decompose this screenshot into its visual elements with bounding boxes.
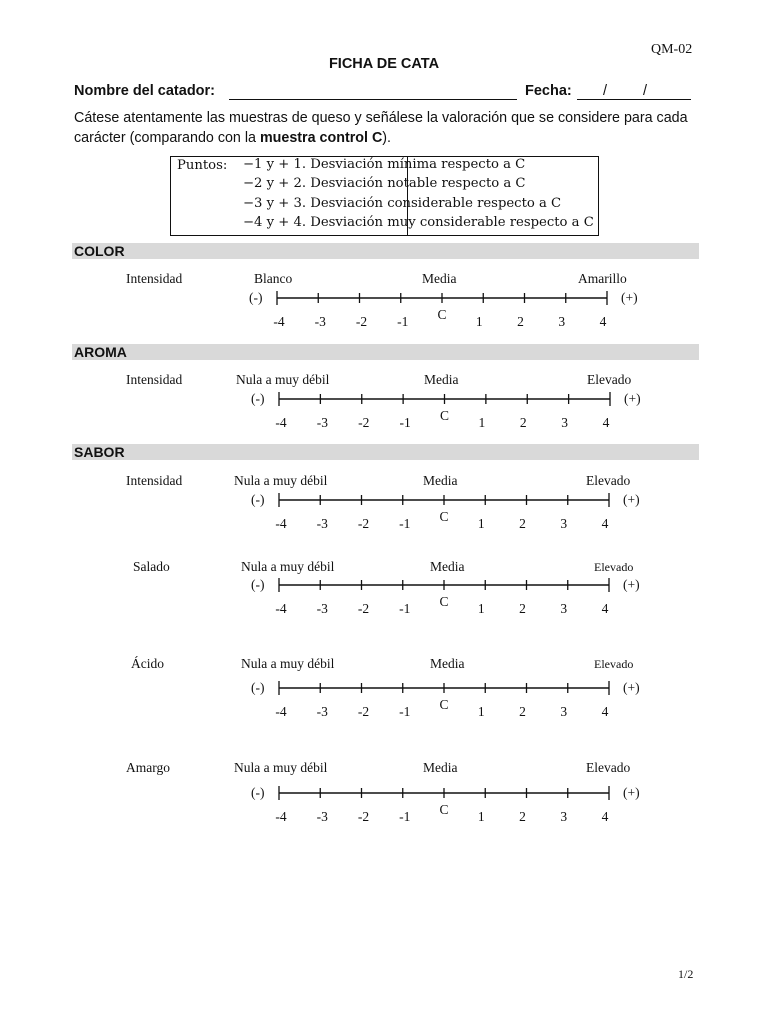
scale-tick-label: 2 (517, 314, 524, 329)
scale-tick-label: 3 (560, 704, 568, 719)
date-label: Fecha: (525, 83, 572, 99)
scale-mid-label: Media (422, 271, 457, 286)
scale-tick-label: -2 (357, 516, 370, 531)
scale-tick-label: 2 (519, 809, 526, 824)
scale-tick-label: -4 (275, 704, 287, 719)
scale-minus-sign: (-) (251, 680, 265, 695)
scale-minus-sign: (-) (251, 785, 265, 800)
scale-tick-label: 3 (561, 415, 568, 430)
scale-tick-label: 3 (560, 601, 568, 616)
scale-tick-label: 3 (560, 516, 568, 531)
scale-low-label: Nula a muy débil (241, 656, 335, 671)
scale-tick-label: -2 (357, 809, 370, 824)
scale-center-marker: C (439, 594, 449, 609)
section-header-color (72, 243, 699, 259)
scale-high-label: Elevado (586, 473, 631, 488)
rating-scale-line[interactable] (277, 391, 612, 407)
scale-tick-label: -1 (399, 415, 411, 430)
scale-tick-label: -4 (275, 516, 287, 531)
scale-high-label: Elevado (586, 760, 631, 775)
scale-high-label: Amarillo (578, 271, 627, 286)
rating-scale-line[interactable] (277, 492, 611, 508)
scale-mid-label: Media (423, 760, 458, 775)
scale-tick-label: -3 (316, 809, 328, 824)
scale-tick-label: -2 (355, 314, 368, 329)
scale-tick-label: 4 (599, 314, 607, 329)
scale-low-label: Nula a muy débil (236, 372, 330, 387)
scale-tick-label: -1 (399, 809, 411, 824)
scale-center-marker: C (439, 509, 449, 524)
scale-tick-label: 2 (519, 601, 526, 616)
scale-high-label: Elevado (594, 560, 634, 574)
scale-plus-sign: (+) (623, 577, 640, 592)
page-title: FICHA DE CATA (328, 56, 440, 72)
date-separator: / (603, 83, 608, 99)
scale-tick-label: -2 (357, 601, 370, 616)
rating-scale-line[interactable] (277, 577, 611, 593)
scale-tick-label: 3 (558, 314, 566, 329)
scale-tick-label: 4 (601, 601, 609, 616)
scale-low-label: Nula a muy débil (234, 473, 328, 488)
scale-low-label: Nula a muy débil (241, 559, 335, 574)
scale-plus-sign: (+) (621, 290, 638, 305)
points-legend-item: −2 y + 2. Desviación notable respecto a C (243, 176, 526, 191)
scale-tick-label: -3 (316, 601, 328, 616)
scale-tick-label: 1 (477, 704, 485, 719)
points-legend-item: −1 y + 1. Desviación mínima respecto a C (243, 157, 526, 172)
scale-tick-label: 4 (601, 704, 609, 719)
scale-tick-label: 1 (478, 415, 486, 430)
scale-minus-sign: (-) (249, 290, 263, 305)
scale-tick-label: 4 (601, 809, 609, 824)
scale-center-marker: C (439, 408, 449, 423)
scale-high-label: Elevado (587, 372, 632, 387)
scale-tick-label: -1 (399, 516, 411, 531)
scale-tick-label: -1 (399, 601, 411, 616)
attribute-name: Intensidad (126, 372, 183, 387)
scale-tick-label: 3 (560, 809, 568, 824)
scale-tick-label: -2 (358, 415, 370, 430)
document-code: QM-02 (651, 42, 693, 57)
section-title: AROMA (74, 344, 127, 360)
scale-mid-label: Media (423, 473, 458, 488)
scale-tick-label: 1 (477, 809, 485, 824)
attribute-name: Salado (133, 559, 170, 574)
scale-tick-label: -1 (399, 704, 411, 719)
section-header-aroma (72, 344, 699, 360)
scale-plus-sign: (+) (623, 785, 640, 800)
scale-tick-label: 2 (519, 516, 526, 531)
scale-minus-sign: (-) (251, 577, 265, 592)
section-header-sabor (72, 444, 699, 460)
scale-high-label: Elevado (594, 657, 634, 671)
scale-tick-label: -3 (314, 314, 326, 329)
scale-mid-label: Media (430, 656, 465, 671)
scale-tick-label: -2 (357, 704, 370, 719)
attribute-name: Intensidad (126, 271, 183, 286)
scale-tick-label: 1 (477, 516, 485, 531)
scale-tick-label: -4 (275, 601, 287, 616)
scale-plus-sign: (+) (624, 391, 641, 406)
scale-tick-label: -1 (397, 314, 409, 329)
scale-mid-label: Media (424, 372, 459, 387)
scale-center-marker: C (439, 802, 449, 817)
scale-mid-label: Media (430, 559, 465, 574)
instructions-text-start: Cátese atentamente las muestras de queso y señálese la valoración que se considere para cada carácter (comparando con la (74, 110, 688, 146)
scale-low-label: Nula a muy débil (234, 760, 328, 775)
scale-tick-label: 4 (602, 415, 610, 430)
points-legend-item: −3 y + 3. Desviación considerable respecto a C (243, 196, 562, 211)
scale-center-marker: C (437, 307, 447, 322)
scale-minus-sign: (-) (251, 391, 265, 406)
scale-tick-label: 2 (519, 415, 527, 430)
points-legend-item: −4 y + 4. Desviación muy considerable respecto a C (243, 215, 594, 230)
scale-tick-label: -4 (275, 809, 287, 824)
taster-name-label: Nombre del catador: (74, 83, 215, 99)
instructions-text-bold: muestra control C (259, 129, 383, 146)
taster-name-field[interactable] (229, 99, 517, 100)
scale-tick-label: -4 (275, 415, 287, 430)
date-separator: / (643, 83, 648, 99)
date-field[interactable] (577, 99, 691, 100)
rating-scale-line[interactable] (277, 785, 611, 801)
scale-tick-label: 2 (519, 704, 526, 719)
scale-minus-sign: (-) (251, 492, 265, 507)
scale-tick-label: -3 (316, 516, 328, 531)
scale-plus-sign: (+) (623, 680, 640, 695)
scale-tick-label: -4 (273, 314, 285, 329)
scale-tick-label: 4 (601, 516, 609, 531)
scale-tick-label: 1 (475, 314, 483, 329)
scale-center-marker: C (439, 697, 449, 712)
section-title: SABOR (74, 444, 125, 460)
page-number: 1/2 (678, 967, 694, 981)
points-legend-label: Puntos: (177, 158, 228, 173)
attribute-name: Intensidad (126, 473, 183, 488)
instructions-text-end: ). (382, 129, 392, 146)
attribute-name: Amargo (126, 760, 170, 775)
rating-scale-line[interactable] (277, 680, 611, 696)
rating-scale-line[interactable] (275, 290, 609, 306)
attribute-name: Ácido (131, 656, 164, 671)
instructions-text (74, 109, 714, 148)
scale-low-label: Blanco (254, 271, 293, 286)
section-title: COLOR (74, 243, 125, 259)
scale-tick-label: -3 (316, 704, 328, 719)
scale-plus-sign: (+) (623, 492, 640, 507)
scale-tick-label: -3 (316, 415, 328, 430)
scale-tick-label: 1 (477, 601, 485, 616)
